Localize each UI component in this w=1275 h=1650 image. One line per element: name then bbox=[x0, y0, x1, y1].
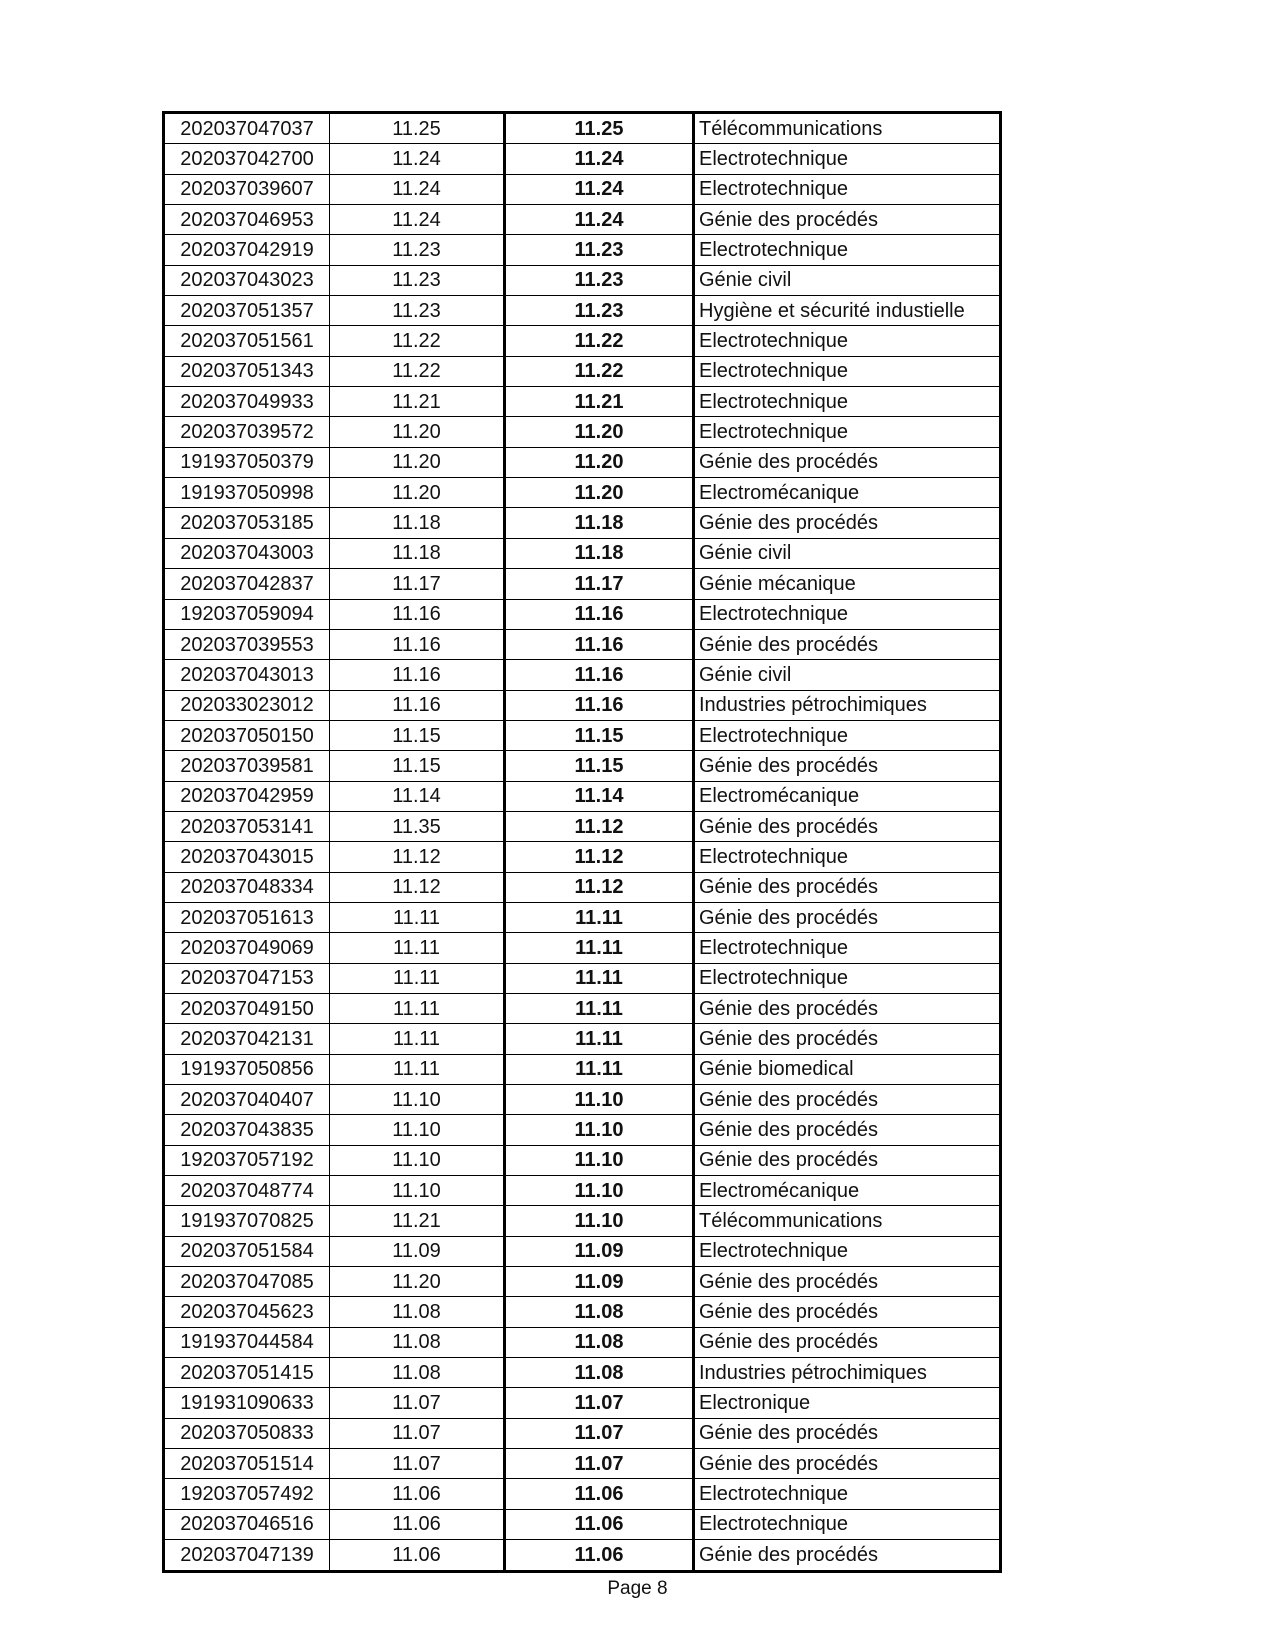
filiere-cell: Génie des procédés bbox=[694, 751, 1001, 781]
matricule-cell: 202037049069 bbox=[164, 933, 330, 963]
matricule-cell: 191931090633 bbox=[164, 1388, 330, 1418]
filiere-cell: Génie des procédés bbox=[694, 1024, 1001, 1054]
matricule-cell: 202037047085 bbox=[164, 1267, 330, 1297]
moyenne-finale-cell: 11.06 bbox=[505, 1540, 694, 1571]
table-row bbox=[164, 569, 1001, 599]
moyenne-cell: 11.15 bbox=[330, 751, 505, 781]
moyenne-finale-cell: 11.08 bbox=[505, 1327, 694, 1357]
filiere-cell: Electrotechnique bbox=[694, 417, 1001, 447]
moyenne-finale-cell: 11.10 bbox=[505, 1085, 694, 1115]
table-row bbox=[164, 1236, 1001, 1266]
moyenne-cell: 11.11 bbox=[330, 1024, 505, 1054]
moyenne-cell: 11.09 bbox=[330, 1236, 505, 1266]
moyenne-finale-cell: 11.06 bbox=[505, 1479, 694, 1509]
moyenne-finale-cell: 11.10 bbox=[505, 1206, 694, 1236]
filiere-cell: Electrotechnique bbox=[694, 326, 1001, 356]
matricule-cell: 192037057192 bbox=[164, 1145, 330, 1175]
moyenne-cell: 11.10 bbox=[330, 1176, 505, 1206]
matricule-cell: 202037051584 bbox=[164, 1236, 330, 1266]
moyenne-finale-cell: 11.22 bbox=[505, 356, 694, 386]
matricule-cell: 202037053141 bbox=[164, 811, 330, 841]
moyenne-finale-cell: 11.11 bbox=[505, 1024, 694, 1054]
moyenne-cell: 11.23 bbox=[330, 296, 505, 326]
moyenne-finale-cell: 11.17 bbox=[505, 569, 694, 599]
results-table-body bbox=[164, 113, 1001, 1572]
moyenne-cell: 11.11 bbox=[330, 993, 505, 1023]
table-row bbox=[164, 1358, 1001, 1388]
table-row bbox=[164, 1054, 1001, 1084]
matricule-cell: 202037043015 bbox=[164, 842, 330, 872]
table-row bbox=[164, 417, 1001, 447]
filiere-cell: Industries pétrochimiques bbox=[694, 1358, 1001, 1388]
moyenne-cell: 11.06 bbox=[330, 1540, 505, 1571]
moyenne-finale-cell: 11.07 bbox=[505, 1418, 694, 1448]
matricule-cell: 202037045623 bbox=[164, 1297, 330, 1327]
table-row bbox=[164, 1449, 1001, 1479]
matricule-cell: 202037049933 bbox=[164, 387, 330, 417]
moyenne-cell: 11.10 bbox=[330, 1115, 505, 1145]
moyenne-finale-cell: 11.23 bbox=[505, 265, 694, 295]
matricule-cell: 202037047153 bbox=[164, 963, 330, 993]
moyenne-cell: 11.35 bbox=[330, 811, 505, 841]
table-row bbox=[164, 781, 1001, 811]
moyenne-finale-cell: 11.11 bbox=[505, 993, 694, 1023]
filiere-cell: Electrotechnique bbox=[694, 720, 1001, 750]
moyenne-cell: 11.11 bbox=[330, 902, 505, 932]
moyenne-cell: 11.07 bbox=[330, 1388, 505, 1418]
moyenne-finale-cell: 11.24 bbox=[505, 174, 694, 204]
matricule-cell: 202037051613 bbox=[164, 902, 330, 932]
moyenne-cell: 11.20 bbox=[330, 1267, 505, 1297]
table-row bbox=[164, 1327, 1001, 1357]
moyenne-cell: 11.08 bbox=[330, 1327, 505, 1357]
moyenne-finale-cell: 11.07 bbox=[505, 1449, 694, 1479]
table-row bbox=[164, 1267, 1001, 1297]
moyenne-finale-cell: 11.12 bbox=[505, 811, 694, 841]
table-row bbox=[164, 174, 1001, 204]
table-row bbox=[164, 811, 1001, 841]
moyenne-finale-cell: 11.20 bbox=[505, 478, 694, 508]
moyenne-cell: 11.08 bbox=[330, 1297, 505, 1327]
filiere-cell: Génie civil bbox=[694, 538, 1001, 568]
matricule-cell: 191937044584 bbox=[164, 1327, 330, 1357]
matricule-cell: 202037048774 bbox=[164, 1176, 330, 1206]
filiere-cell: Génie des procédés bbox=[694, 902, 1001, 932]
table-row bbox=[164, 690, 1001, 720]
matricule-cell: 202037039553 bbox=[164, 629, 330, 659]
moyenne-finale-cell: 11.10 bbox=[505, 1176, 694, 1206]
matricule-cell: 202037051415 bbox=[164, 1358, 330, 1388]
moyenne-cell: 11.12 bbox=[330, 842, 505, 872]
filiere-cell: Electromécanique bbox=[694, 781, 1001, 811]
filiere-cell: Génie des procédés bbox=[694, 205, 1001, 235]
table-row bbox=[164, 326, 1001, 356]
matricule-cell: 202037047139 bbox=[164, 1540, 330, 1571]
matricule-cell: 202037050150 bbox=[164, 720, 330, 750]
table-row bbox=[164, 538, 1001, 568]
table-row bbox=[164, 1418, 1001, 1448]
moyenne-finale-cell: 11.16 bbox=[505, 690, 694, 720]
filiere-cell: Télécommunications bbox=[694, 113, 1001, 144]
moyenne-cell: 11.17 bbox=[330, 569, 505, 599]
filiere-cell: Génie civil bbox=[694, 660, 1001, 690]
moyenne-cell: 11.07 bbox=[330, 1449, 505, 1479]
moyenne-cell: 11.24 bbox=[330, 174, 505, 204]
table-row bbox=[164, 1024, 1001, 1054]
matricule-cell: 202037043003 bbox=[164, 538, 330, 568]
filiere-cell: Electrotechnique bbox=[694, 1479, 1001, 1509]
table-row bbox=[164, 1085, 1001, 1115]
moyenne-cell: 11.16 bbox=[330, 660, 505, 690]
moyenne-cell: 11.24 bbox=[330, 205, 505, 235]
filiere-cell: Génie des procédés bbox=[694, 447, 1001, 477]
moyenne-finale-cell: 11.18 bbox=[505, 538, 694, 568]
moyenne-cell: 11.06 bbox=[330, 1479, 505, 1509]
moyenne-cell: 11.12 bbox=[330, 872, 505, 902]
results-table bbox=[162, 111, 1002, 1573]
matricule-cell: 202037053185 bbox=[164, 508, 330, 538]
table-row bbox=[164, 265, 1001, 295]
filiere-cell: Génie des procédés bbox=[694, 1540, 1001, 1571]
moyenne-cell: 11.11 bbox=[330, 1054, 505, 1084]
moyenne-cell: 11.23 bbox=[330, 235, 505, 265]
moyenne-finale-cell: 11.06 bbox=[505, 1509, 694, 1539]
moyenne-finale-cell: 11.23 bbox=[505, 235, 694, 265]
matricule-cell: 202037048334 bbox=[164, 872, 330, 902]
table-row bbox=[164, 508, 1001, 538]
matricule-cell: 202037051343 bbox=[164, 356, 330, 386]
moyenne-cell: 11.22 bbox=[330, 326, 505, 356]
moyenne-finale-cell: 11.09 bbox=[505, 1236, 694, 1266]
filiere-cell: Génie des procédés bbox=[694, 872, 1001, 902]
moyenne-cell: 11.11 bbox=[330, 963, 505, 993]
moyenne-finale-cell: 11.10 bbox=[505, 1145, 694, 1175]
matricule-cell: 202037042837 bbox=[164, 569, 330, 599]
moyenne-finale-cell: 11.22 bbox=[505, 326, 694, 356]
matricule-cell: 202037046516 bbox=[164, 1509, 330, 1539]
filiere-cell: Electrotechnique bbox=[694, 842, 1001, 872]
moyenne-finale-cell: 11.15 bbox=[505, 720, 694, 750]
filiere-cell: Génie des procédés bbox=[694, 1297, 1001, 1327]
moyenne-finale-cell: 11.11 bbox=[505, 902, 694, 932]
table-row bbox=[164, 963, 1001, 993]
moyenne-cell: 11.18 bbox=[330, 538, 505, 568]
moyenne-cell: 11.07 bbox=[330, 1418, 505, 1448]
results-table-container bbox=[162, 111, 999, 1573]
filiere-cell: Génie des procédés bbox=[694, 993, 1001, 1023]
matricule-cell: 202037049150 bbox=[164, 993, 330, 1023]
table-row bbox=[164, 1206, 1001, 1236]
filiere-cell: Génie civil bbox=[694, 265, 1001, 295]
moyenne-cell: 11.20 bbox=[330, 478, 505, 508]
moyenne-finale-cell: 11.08 bbox=[505, 1358, 694, 1388]
filiere-cell: Electrotechnique bbox=[694, 963, 1001, 993]
matricule-cell: 202037043023 bbox=[164, 265, 330, 295]
table-row bbox=[164, 842, 1001, 872]
matricule-cell: 202037051514 bbox=[164, 1449, 330, 1479]
filiere-cell: Electrotechnique bbox=[694, 599, 1001, 629]
matricule-cell: 202037051561 bbox=[164, 326, 330, 356]
table-row bbox=[164, 1388, 1001, 1418]
table-row bbox=[164, 933, 1001, 963]
filiere-cell: Génie des procédés bbox=[694, 1418, 1001, 1448]
table-row bbox=[164, 205, 1001, 235]
matricule-cell: 202037042959 bbox=[164, 781, 330, 811]
filiere-cell: Electrotechnique bbox=[694, 1236, 1001, 1266]
matricule-cell: 202037039607 bbox=[164, 174, 330, 204]
moyenne-finale-cell: 11.20 bbox=[505, 447, 694, 477]
filiere-cell: Electrotechnique bbox=[694, 387, 1001, 417]
filiere-cell: Electronique bbox=[694, 1388, 1001, 1418]
filiere-cell: Electrotechnique bbox=[694, 235, 1001, 265]
matricule-cell: 202037039581 bbox=[164, 751, 330, 781]
table-row bbox=[164, 478, 1001, 508]
moyenne-finale-cell: 11.08 bbox=[505, 1297, 694, 1327]
table-row bbox=[164, 720, 1001, 750]
filiere-cell: Génie des procédés bbox=[694, 1145, 1001, 1175]
table-row bbox=[164, 660, 1001, 690]
moyenne-cell: 11.21 bbox=[330, 1206, 505, 1236]
moyenne-finale-cell: 11.14 bbox=[505, 781, 694, 811]
table-row bbox=[164, 1509, 1001, 1539]
table-row bbox=[164, 447, 1001, 477]
moyenne-finale-cell: 11.11 bbox=[505, 1054, 694, 1084]
moyenne-finale-cell: 11.23 bbox=[505, 296, 694, 326]
filiere-cell: Industries pétrochimiques bbox=[694, 690, 1001, 720]
moyenne-cell: 11.22 bbox=[330, 356, 505, 386]
table-row bbox=[164, 387, 1001, 417]
filiere-cell: Télécommunications bbox=[694, 1206, 1001, 1236]
table-row bbox=[164, 599, 1001, 629]
matricule-cell: 202037051357 bbox=[164, 296, 330, 326]
moyenne-finale-cell: 11.24 bbox=[505, 144, 694, 174]
moyenne-cell: 11.21 bbox=[330, 387, 505, 417]
matricule-cell: 202037050833 bbox=[164, 1418, 330, 1448]
moyenne-cell: 11.11 bbox=[330, 933, 505, 963]
matricule-cell: 191937050379 bbox=[164, 447, 330, 477]
filiere-cell: Génie des procédés bbox=[694, 1449, 1001, 1479]
matricule-cell: 191937070825 bbox=[164, 1206, 330, 1236]
table-row bbox=[164, 1297, 1001, 1327]
table-row bbox=[164, 751, 1001, 781]
moyenne-cell: 11.18 bbox=[330, 508, 505, 538]
page-number: Page 8 bbox=[607, 1578, 668, 1599]
matricule-cell: 202037043013 bbox=[164, 660, 330, 690]
table-row bbox=[164, 993, 1001, 1023]
table-row bbox=[164, 144, 1001, 174]
moyenne-finale-cell: 11.12 bbox=[505, 842, 694, 872]
moyenne-finale-cell: 11.20 bbox=[505, 417, 694, 447]
table-row bbox=[164, 872, 1001, 902]
filiere-cell: Electromécanique bbox=[694, 478, 1001, 508]
table-row bbox=[164, 1145, 1001, 1175]
table-row bbox=[164, 902, 1001, 932]
table-row bbox=[164, 356, 1001, 386]
filiere-cell: Hygiène et sécurité industielle bbox=[694, 296, 1001, 326]
moyenne-cell: 11.16 bbox=[330, 629, 505, 659]
matricule-cell: 202037042919 bbox=[164, 235, 330, 265]
moyenne-cell: 11.25 bbox=[330, 113, 505, 144]
moyenne-finale-cell: 11.09 bbox=[505, 1267, 694, 1297]
matricule-cell: 202037047037 bbox=[164, 113, 330, 144]
moyenne-finale-cell: 11.15 bbox=[505, 751, 694, 781]
moyenne-cell: 11.06 bbox=[330, 1509, 505, 1539]
moyenne-cell: 11.16 bbox=[330, 599, 505, 629]
filiere-cell: Electrotechnique bbox=[694, 356, 1001, 386]
table-row bbox=[164, 113, 1001, 144]
moyenne-finale-cell: 11.24 bbox=[505, 205, 694, 235]
moyenne-cell: 11.15 bbox=[330, 720, 505, 750]
matricule-cell: 202037039572 bbox=[164, 417, 330, 447]
moyenne-finale-cell: 11.16 bbox=[505, 629, 694, 659]
filiere-cell: Génie des procédés bbox=[694, 1115, 1001, 1145]
moyenne-cell: 11.14 bbox=[330, 781, 505, 811]
filiere-cell: Electrotechnique bbox=[694, 144, 1001, 174]
moyenne-cell: 11.10 bbox=[330, 1085, 505, 1115]
filiere-cell: Electrotechnique bbox=[694, 1509, 1001, 1539]
table-row bbox=[164, 1540, 1001, 1571]
table-row bbox=[164, 1115, 1001, 1145]
moyenne-cell: 11.16 bbox=[330, 690, 505, 720]
matricule-cell: 202037040407 bbox=[164, 1085, 330, 1115]
table-row bbox=[164, 235, 1001, 265]
filiere-cell: Génie biomedical bbox=[694, 1054, 1001, 1084]
filiere-cell: Génie des procédés bbox=[694, 508, 1001, 538]
moyenne-finale-cell: 11.07 bbox=[505, 1388, 694, 1418]
moyenne-cell: 11.24 bbox=[330, 144, 505, 174]
matricule-cell: 202037042700 bbox=[164, 144, 330, 174]
matricule-cell: 192037057492 bbox=[164, 1479, 330, 1509]
filiere-cell: Génie des procédés bbox=[694, 1327, 1001, 1357]
matricule-cell: 202037043835 bbox=[164, 1115, 330, 1145]
moyenne-finale-cell: 11.12 bbox=[505, 872, 694, 902]
moyenne-cell: 11.20 bbox=[330, 447, 505, 477]
filiere-cell: Génie mécanique bbox=[694, 569, 1001, 599]
table-row bbox=[164, 629, 1001, 659]
matricule-cell: 191937050856 bbox=[164, 1054, 330, 1084]
table-row bbox=[164, 296, 1001, 326]
moyenne-finale-cell: 11.21 bbox=[505, 387, 694, 417]
table-row bbox=[164, 1176, 1001, 1206]
moyenne-cell: 11.20 bbox=[330, 417, 505, 447]
filiere-cell: Electrotechnique bbox=[694, 933, 1001, 963]
moyenne-finale-cell: 11.18 bbox=[505, 508, 694, 538]
matricule-cell: 202037042131 bbox=[164, 1024, 330, 1054]
matricule-cell: 192037059094 bbox=[164, 599, 330, 629]
filiere-cell: Génie des procédés bbox=[694, 1267, 1001, 1297]
filiere-cell: Génie des procédés bbox=[694, 811, 1001, 841]
filiere-cell: Génie des procédés bbox=[694, 629, 1001, 659]
matricule-cell: 191937050998 bbox=[164, 478, 330, 508]
moyenne-finale-cell: 11.16 bbox=[505, 660, 694, 690]
moyenne-cell: 11.08 bbox=[330, 1358, 505, 1388]
moyenne-finale-cell: 11.11 bbox=[505, 963, 694, 993]
filiere-cell: Génie des procédés bbox=[694, 1085, 1001, 1115]
moyenne-finale-cell: 11.11 bbox=[505, 933, 694, 963]
table-row bbox=[164, 1479, 1001, 1509]
matricule-cell: 202037046953 bbox=[164, 205, 330, 235]
moyenne-finale-cell: 11.10 bbox=[505, 1115, 694, 1145]
moyenne-cell: 11.10 bbox=[330, 1145, 505, 1175]
filiere-cell: Electromécanique bbox=[694, 1176, 1001, 1206]
moyenne-finale-cell: 11.25 bbox=[505, 113, 694, 144]
moyenne-cell: 11.23 bbox=[330, 265, 505, 295]
matricule-cell: 202033023012 bbox=[164, 690, 330, 720]
moyenne-finale-cell: 11.16 bbox=[505, 599, 694, 629]
filiere-cell: Electrotechnique bbox=[694, 174, 1001, 204]
